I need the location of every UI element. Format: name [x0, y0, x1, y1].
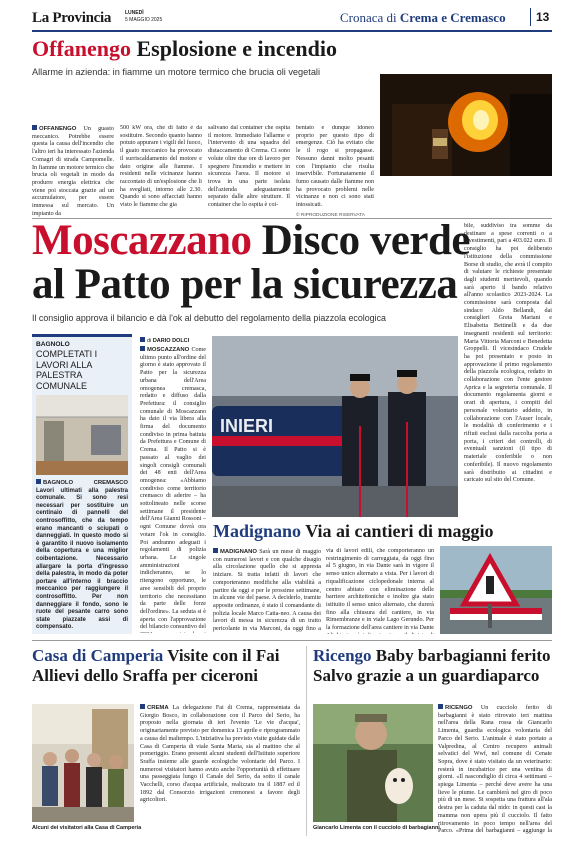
bagnolo-kicker: BAGNOLO — [36, 341, 70, 348]
visitors-photo[interactable] — [32, 704, 134, 822]
bagnolo-body: BAGNOLO CREMASCO Lavori ultimati alla palestra comunale. Si sono resi necessari per sostituire un centinaio di pannelli del controsoffitto, che da tempo erano mancanti o sciupati o danneggiati. In questo modo si è garantito il nuovo isolamento della copertura e una miglior coibentazione. Necessario allargare la porta d'ingresso della palestra, in modo da poter portare all'interno il braccio meccanico per raggiungere il controsoffitto. Per non danneggiare il fondo, sono le ruote del pesante carro sono state piazzate assi di compensato. — [36, 480, 128, 631]
camperia-headline — [32, 646, 300, 686]
owl-caption: Giancarlo Limenta con il cucciolo di barbagianni — [313, 825, 440, 831]
madignano-col-2: via di lavori edili, che comporteranno un restringimento di carreggiata, da oggi fino al 5 giugno, in via Dante sarà in vigore il senso unico alternato a vista. Per i lavori di riqualificazione ciclopedonale interna al centro abitato con eliminazione delle barriere architettoniche e inoltre gia stato istituito il senso unico alternato, che durerà fino alla chiusura del cantiere, in via Rimembranze e in viale Lago Gerundo. Per la formazione dell'area cantiere in via Dante — [326, 548, 434, 632]
moscazzano-title-2: al Patto per la sicurezza — [32, 261, 458, 308]
carabinieri-illustration — [212, 336, 458, 517]
offanengo-place: Offanengo — [32, 36, 131, 61]
masthead — [0, 0, 580, 30]
camperia-body: CREMA La delegazione Fai di Crema, rappresentata da Giorgio Bosco, in collaborazione con il Parco del Serio, ha proposto nella giornata di ieri l'evento 'Le vie d'acqua', originariamente previsto per domenica 13 aprile e riprogrammato a causa del maltempo. L'iniziativa ha previsto visite guidate dalle Casa di Camperia di viale Santa Maria, sia al mattino che al pomeriggio. Erano presenti alcuni studenti dell'Istituto superiore Sraffa insieme alle guarde ecologiche volontarie del Parco. I numerosi visitatori hanno avuto anche l'opportunità di effettuare una passeggiata lungo il Canale del Serio, da sotto il canale Vacchelli, corso d'acqua artificiale, realizzato tra il 1887 ed il 1892 dal Consorzio irrigazioni cremonesi a favore degli agricoltori. — [140, 705, 300, 804]
roadworks-illustration — [440, 546, 552, 634]
ricengo-place: Ricengo — [313, 646, 372, 665]
section-prefix: Cronaca di — [340, 10, 400, 25]
offanengo-col-1: OFFANENGO Un guasto meccanico. Potrebbe essere questa la causa dell'incendio che l'altro ieri ha interessato l'azienda Comagri di strada Campomelle. In fiamme un motore termico che brucia oli vegetali in modo da produrre energia elettrica che viene poi stoccata grazie ad un accumulatore, per essere immessa sul mercato. Un impianto da — [32, 126, 114, 217]
moscazzano-place: Moscazzano — [32, 217, 252, 264]
madignano-col-1: MADIGNANO Sarà un mese di maggio con numerosi lavori e con qualche disagio alla circolazione quello che si appresta iniziare. Si tratta infatti di lavori che comporteranno modifiche alla viabilità a partire da oggi e per le prossime settimane, in alcune vie del paese. A deciderlo, tramite apposite ordinanze, è stato il comandante di polizia locale Marco Catta-neo. A causa dei lavori di messa in sicurezza di un tratto pericolante in via Marconi, da oggi fino a — [213, 549, 321, 633]
owl-photo[interactable] — [313, 704, 433, 822]
madignano-place: Madignano — [213, 521, 302, 541]
gym-illustration — [36, 395, 128, 475]
moscazzano-headline — [32, 217, 470, 308]
page-number: 13 — [536, 10, 550, 24]
owl-illustration — [313, 704, 433, 822]
issue-day: LUNEDÌ — [125, 10, 144, 16]
camperia-place: Casa di Camperia — [32, 646, 164, 665]
madignano-headline — [213, 521, 494, 541]
madignano-title: Via ai cantieri di maggio — [305, 521, 494, 541]
offanengo-col-2: 500 kW ora, che di fatto è da sostituire. Secondo quanto hanno potuto appurare i vigili del fuoco, il guaio meccanico ha provocato il surriscaldamento del motore e dato origine alle fiamme. I residenti nelle vicinanze hanno raccontato di un'esplosione che li ha svegliati, intorno alle 2.30. Quando si sono affacciati hanno visto le fiamme che gia — [120, 125, 202, 209]
ricengo-title-2: Salvo grazie a un guardiaparco — [313, 666, 540, 685]
visitors-caption: Alcuni dei visitatori alla Casa di Camperia — [32, 825, 142, 831]
bagnolo-box — [32, 334, 132, 634]
offanengo-col-4: bentato e dunque idoneo proprio per questo tipo di emergenze. Ciò ha evitato che le il rogo si propagasse. Nessuno danni molto pesanti con l'impianto che risulta inservibile. Fortunatamente il fumo causato dalle fiamme non ha provocato problemi nelle vicinanze e non ci sono stati intossicati. © RIPRODUZIONE RISERVATA — [296, 125, 374, 218]
offanengo-col-3: salivano dal container che ospita il motore. Immediato l'allarme e l'intervento di una squadra del distaccamento di Crema. Ci sono volute oltre due ore di lavoro per spegnere l'incendio e mettere in sicurezza l'area. Il motore si trova in una parte isolata dell'azienda adeguatamente separato dalle altre strutture. Il container che lo ospita è coi- — [208, 125, 290, 209]
ricengo-title-1: Baby barbagianni ferito — [375, 646, 551, 665]
roadworks-photo[interactable] — [440, 546, 552, 634]
carabinieri-photo[interactable] — [212, 336, 458, 517]
fire-photo[interactable] — [380, 74, 552, 176]
brand-logo[interactable]: La Provincia — [32, 10, 112, 26]
moscazzano-title-1: Disco verde — [261, 217, 470, 264]
ricengo-headline — [313, 646, 553, 686]
moscazzano-col-1: MOSCAZZANO Come ultimo punto all'ordine del giorno è stato approvato il Patto per la sicurezza urbana dell'Area omogenea cremasca, redatto e diffuso dalla Prefettura: il consiglio comunale di Moscazzano ha dato il via libera alla firma del documento condiviso in prima battuta da Prefettura e Comune di Crema. Il Patto si è passato al vaglio dei singoli consigli comunali dei 48 enti dell'Area omogenea: «Abbiamo condiviso come territorio cremasco di aderire – ha sottolineato nelle scorse settimane il presidente dell'Area Gianni Rossoni – ogni Comune dovrà ora votare l'ok in consiglio. Poi andranno adeguati i regolamenti di polizia urbana. Le singole amministrazioni indicheranno, se lo ritengono opportuno, le aree sensibili del proprio territorio che necessitano da parte delle forze dell'ordine». La seduta si è aperta con l'approvazione del bilancio consuntivo del — [140, 347, 206, 631]
camperia-title-1: Visite con il Fai — [167, 646, 280, 665]
offanengo-subtitle: Allarme in azienda: in fiamme un motore termico che brucia oli vegetali — [32, 67, 321, 77]
moscazzano-subtitle: Il consiglio approva il bilancio e dà l'ok al debutto del regolamento della piazzola ecologica — [32, 313, 386, 323]
ricengo-body: RICENGO Un cucciolo ferito di barbagianni è stato ritrovato ieri mattina nell'area della Rana rossa da Giancarlo Limenta, guardia ecologica volontaria del Parco del Serio. L'animale è stato portato a Valpredina, al Centro recupero animali selvatici del Wwf, nel comune di Cenate Sopra, dove è stato visitato da un veterinario: resterà in incubatrice per una ventina di giorni. «Il nascondiglio di circa 4 settimani – spiega Limenta – perché deve avere ha una lieve le piume. Le cambierà nel giro di poco più di un mese. Si sospetta una frattura all'ala destra per la caduta dal nido: in questi casi la mamma non upera più il cucciolo. Il fatto ritrovamento in poco tempo nell'area del Parco. «Prima del barbagianni – aggiunge la — [438, 705, 552, 834]
issue-date: 5 MAGGIO 2025 — [125, 17, 163, 23]
bagnolo-headline: COMPLETATI I LAVORI ALLA PALESTRA COMUNALE — [36, 349, 98, 391]
moscazzano-byline: di DARIO DOLCI — [140, 337, 189, 344]
section-place: Crema e Cremasco — [399, 10, 506, 25]
section-title — [340, 10, 506, 26]
fire-illustration — [380, 74, 552, 176]
offanengo-title: Esplosione e incendio — [136, 36, 337, 61]
svg-text:INIERI: INIERI — [220, 416, 274, 436]
visitors-illustration — [32, 704, 134, 822]
moscazzano-col-3: bile, suddiviso tra somme da destinare a spese correnti o a investimenti, pari a 403.022 euro. Il consiglio ha poi deliberato l'istituzione della commissione Borse di studio, che avrà il compito di valutare le richieste presentate dagli studenti meritevoli, quando sarà aperto il bando relativo all'anno scolastico 2023-2024. La commissione sarà composta dal sindaco Aldo Bellandi, dai consiglieri Greta Mariani e Elisabetta Bettinelli e da due insegnanti residenti sul territorio: Maria Vittoria Marconi e Benedetta Groppelli. Il vicesindaco Crudele ha poi presentato e posto in approvazione il primo regolamento della piazzola ecologica, redatto in collaborazione con l'ente gestore Aprica e la segreteria comunale. Il documento regolamenta giorni e orari di apertura, i compiti del personale volontario addetto, in collaborazione con l'Auser locale, le modalità di conferimento e i rifiuti esclusi dalla raccolta porta a porta, i criteri dei controlli, di eventuali sanzioni (il tipo di materiale conferibile o non conferibile). Il nuovo regolamento sarà distribuito ai cittadini e caricato sul sito del Comune. — [464, 223, 552, 483]
gym-photo[interactable] — [36, 395, 128, 475]
offanengo-headline — [32, 37, 337, 61]
camperia-title-2: Allievi dello Sraffa per ciceroni — [32, 666, 258, 685]
offanengo-copyright: © RIPRODUZIONE RISERVATA — [296, 212, 366, 218]
